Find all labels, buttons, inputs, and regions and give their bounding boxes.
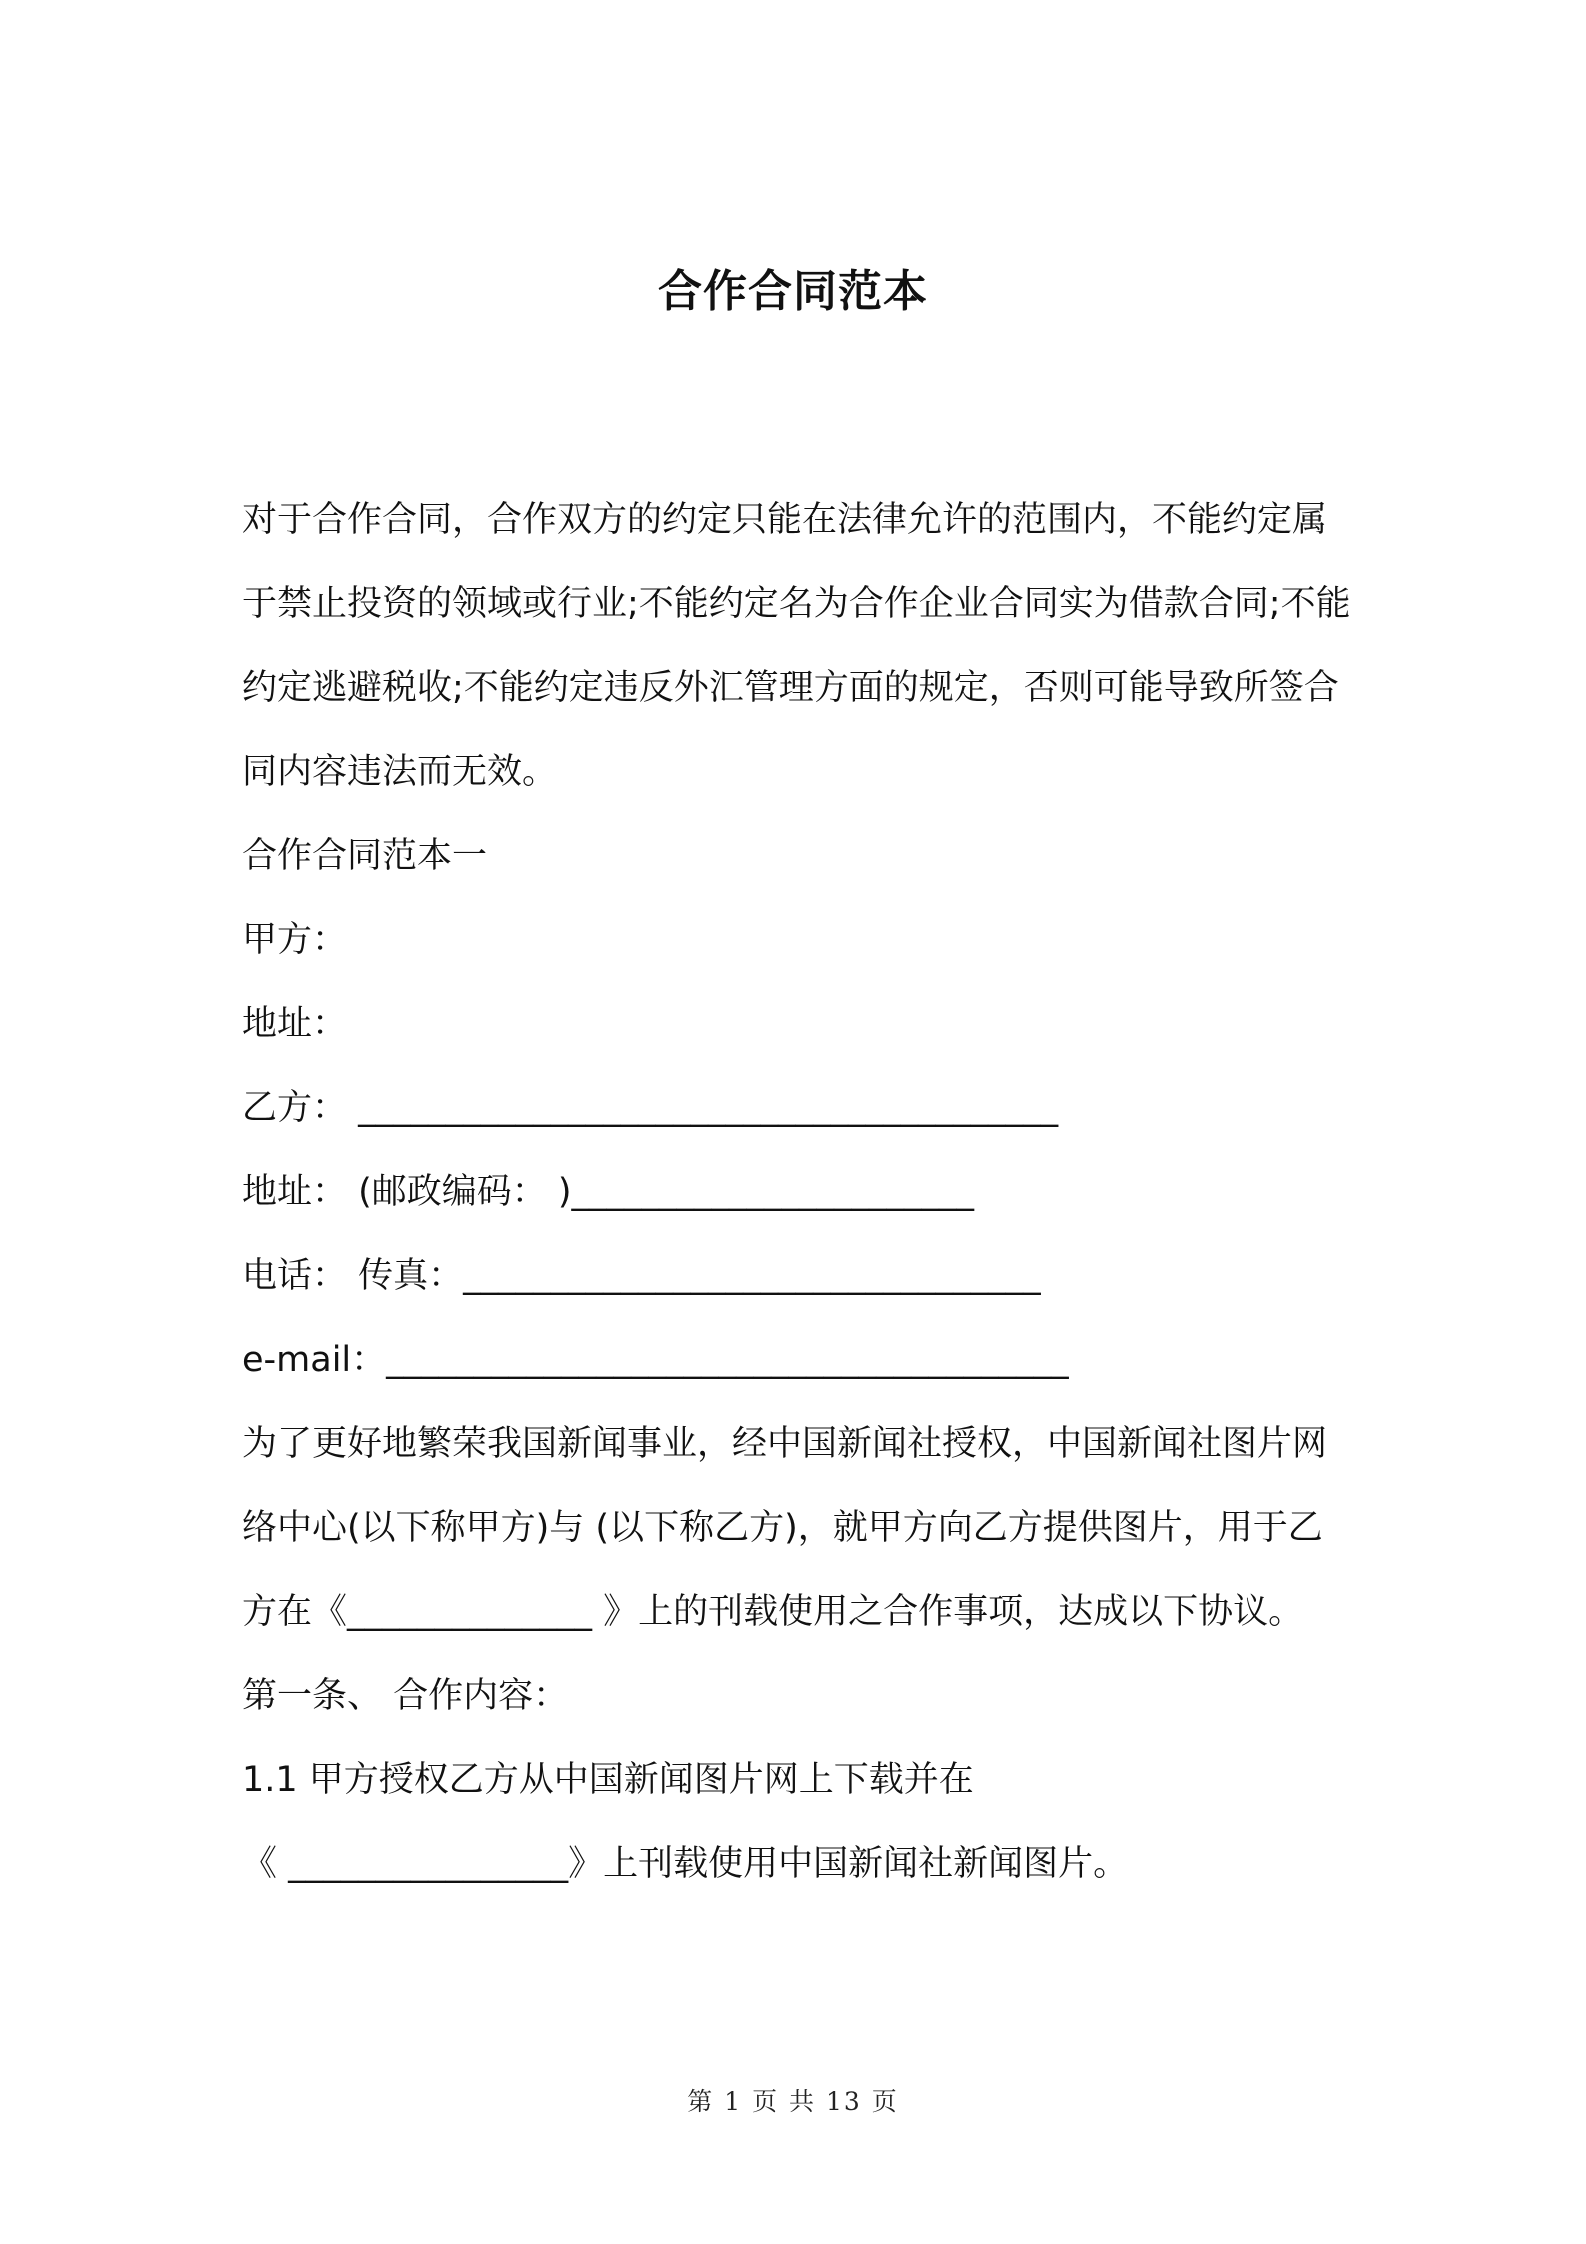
page-number-footer: 第 1 页 共 13 页 [687, 2087, 899, 2116]
email-line: e-mail：_______________________________________ [242, 1340, 1069, 1380]
document-title: 合作合同范本 [658, 266, 928, 317]
party-a-address-line: 地址： [242, 1004, 348, 1044]
intro-paragraph: 对于合作合同，合作双方的约定只能在法律允许的范围内，不能约定属于禁止投资的领域或行业;不能约定名为合作企业合同实为借款合同;不能约定逃避税收;不能约定违反外汇管理方面的规定，否则可能导致所签合同内容违法而无效。 [242, 500, 1351, 792]
clause-1-1-continuation: 《 ________________》上刊载使用中国新闻社新闻图片。 [242, 1844, 1129, 1884]
phone-fax-line: 电话： 传真：_________________________________ [242, 1256, 1041, 1296]
party-b-address-line: 地址： (邮政编码： )_______________________ [242, 1172, 975, 1212]
article-one-heading: 第一条、 合作内容： [242, 1676, 569, 1716]
clause-1-1-line: 1.1 甲方授权乙方从中国新闻图片网上下载并在 [242, 1760, 974, 1800]
agreement-paragraph: 为了更好地繁荣我国新闻事业，经中国新闻社授权，中国新闻社图片网络中心(以下称甲方)与 (以下称乙方)，就甲方向乙方提供图片，用于乙方在《______________ 》上的刊载使用之合作事项，达成以下协议。 [242, 1424, 1328, 1632]
party-b-line: 乙方： ________________________________________ [242, 1088, 1059, 1128]
party-a-line: 甲方： [242, 920, 348, 960]
section-heading: 合作合同范本一 [242, 836, 488, 876]
document-body [242, 478, 1354, 1906]
